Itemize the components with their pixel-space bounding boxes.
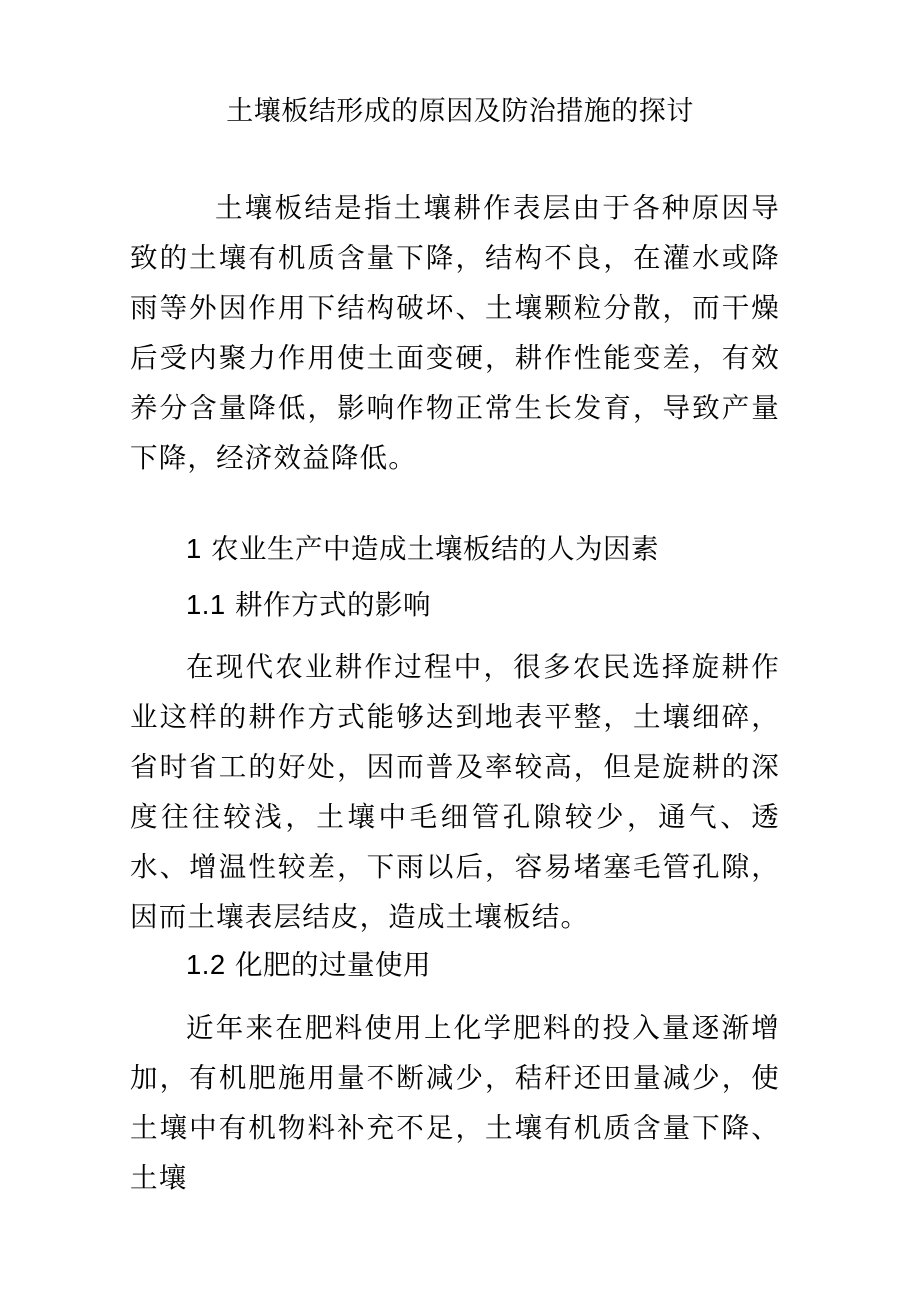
section-1-1-heading [186,580,431,630]
section-1-2-number: 1.2 [186,949,226,980]
section-1-2-body: 近年来在肥料使用上化学肥料的投入量逐渐增加，有机肥施用量不断减少，秸秆还田量减少，使土壤中有机物料补充不足，土壤有机质含量下降、土壤 [130,1012,780,1194]
section-1-title: 农业生产中造成土壤板结的人为因素 [211,533,660,565]
section-1-heading [186,524,659,574]
section-1-1-body: 在现代农业耕作过程中，很多农民选择旋耕作业这样的耕作方式能够达到地表平整，土壤细碎，省时省工的好处，因而普及率较高，但是旋耕的深度往往较浅，土壤中毛细管孔隙较少，通气、透水、增温性较差，下雨以后，容易堵塞毛管孔隙，因而土壤表层结皮，造成土壤板结。 [130,651,780,933]
document-title: 土壤板结形成的原因及防治措施的探讨 [226,96,694,127]
section-1-1-title: 耕作方式的影响 [234,589,431,621]
section-1-2-title: 化肥的过量使用 [234,949,431,981]
section-1-number: 1 [186,533,202,564]
section-1-2-heading [186,940,431,990]
section-1-1-number: 1.1 [186,589,226,620]
intro-paragraph: 土壤板结是指土壤耕作表层由于各种原因导致的土壤有机质含量下降，结构不良，在灌水或降雨等外因作用下结构破坏、土壤颗粒分散，而干燥后受内聚力作用使土面变硬，耕作性能变差，有效养分含量降低，影响作物正常生长发育，导致产量下降，经济效益降低。 [130,192,780,474]
